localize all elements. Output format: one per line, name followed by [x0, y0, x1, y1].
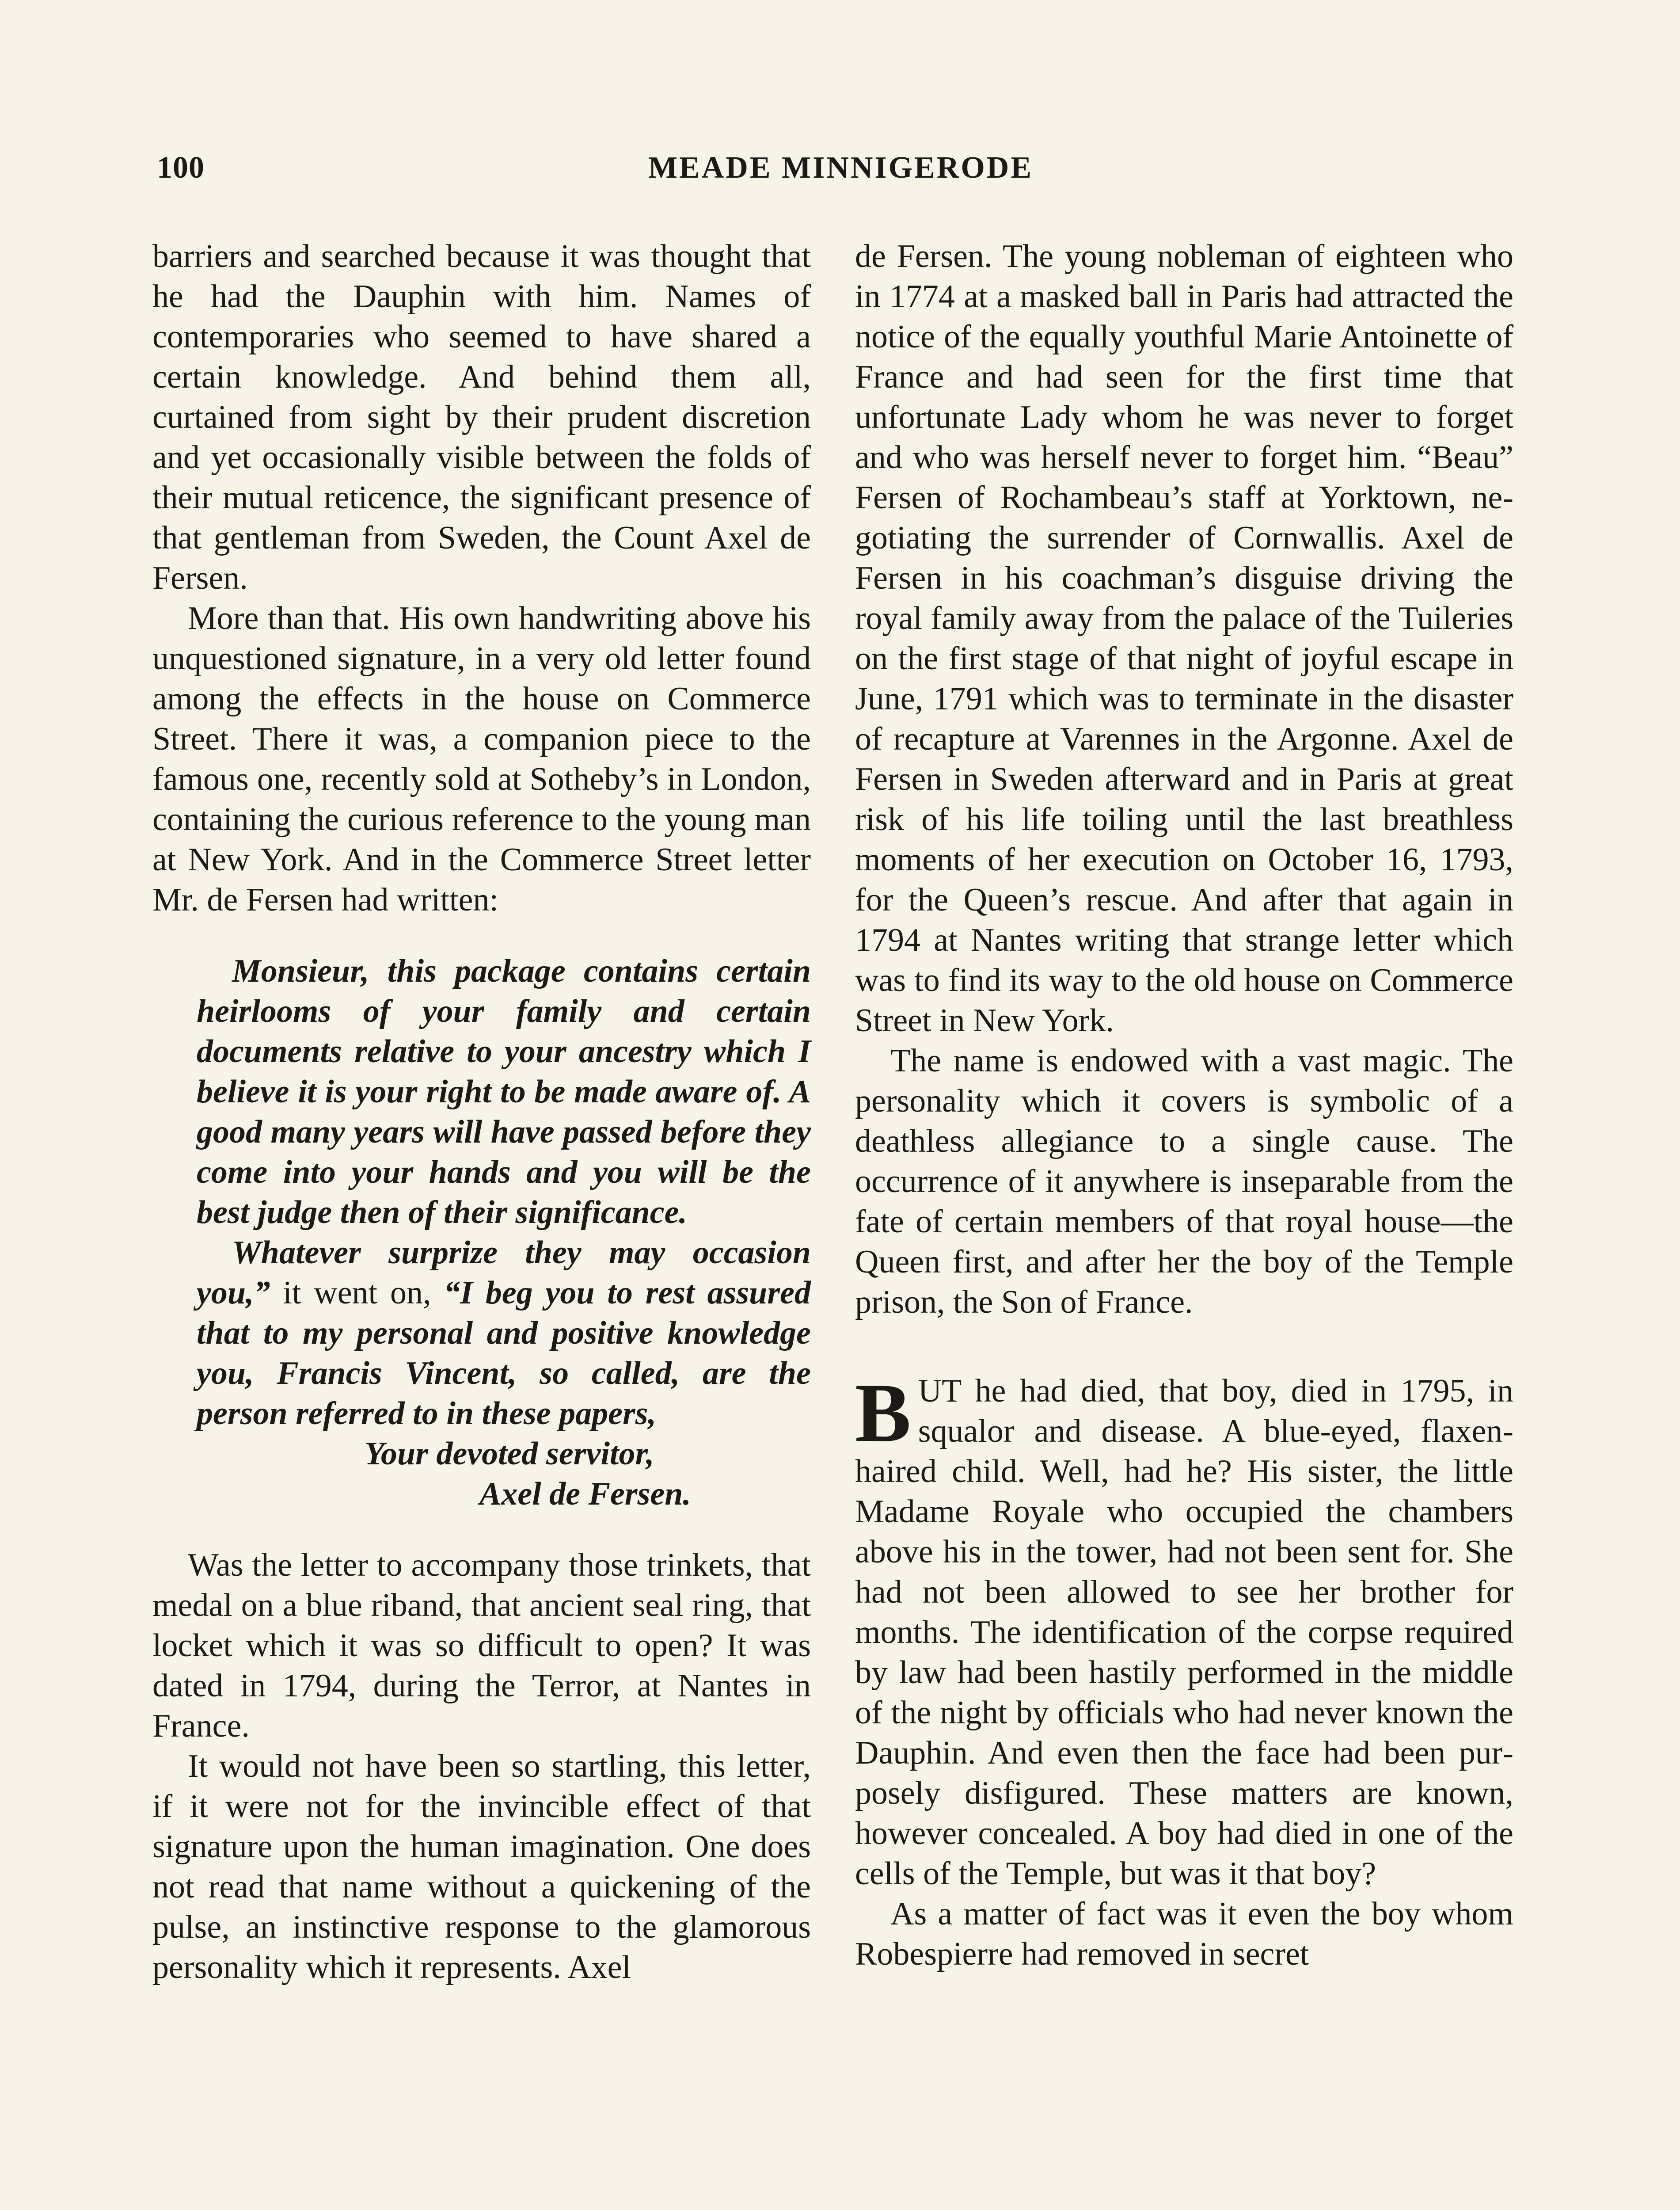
drop-cap: B [855, 1367, 911, 1459]
running-head: MEADE MINNIGERODE [648, 151, 1034, 185]
paragraph-with-dropcap [855, 1367, 1513, 1894]
paragraph: barriers and searched because it was thought that he had the Dauphin with him. Names of contemporaries who seemed to have shared a certain knowledge. And behind them all, curtained from sight by their prudent discretion and yet occasionally visible between the folds of their mutual reticence, the significant presence of that gentleman from Sweden, the Count Axel de Fersen. [152, 238, 811, 596]
letter-closing [197, 1434, 811, 1514]
paragraph: Was the letter to accompany those trinkets, that medal on a blue riband, that ancient seal ring, that locket which it was so difficult to open? It was dated in 1794, during the Terror, at Nantes in France. [152, 1547, 811, 1744]
paragraph-text: UT he had died, that boy, died in 1795, in squalor and disease. A blue-eyed, flaxen-haired child. Well, had he? His sister, the little Madame Royale who occupied the chambers above his in the tower, had not been sent for. She had not been allowed to see her brother for months. The identification of the corpse required by law had been hastily performed in the middle of the night by officials who had never known the Dauphin. And even then the face had been purposely disfigured. These matters are known, however concealed. A boy had died in one of the cells of the Temple, but was it that boy? [855, 1373, 1513, 1892]
paragraph: As a matter of fact was it even the boy whom Robespierre had removed in secret [855, 1896, 1513, 1972]
letter-paragraph: Monsieur, this package contains certain heirlooms of your family and certain documents relative to your ancestry which I believe it is your right to be made aware of. A good many years will have passed before they come into your hands and you will be the best judge then of their significance. [197, 953, 811, 1231]
narration-text: it went on, [270, 1275, 444, 1311]
paragraph: de Fersen. The young nobleman of eighteen who in 1774 at a masked ball in Paris had attracted the notice of the equally youthful Marie Antoinette of France and had seen for the first time that unfortunate Lady whom he was never to forget and who was herself never to forget him. “Beau” Fersen of Rochambeau’s staff at Yorktown, negotiating the surrender of Cornwallis. Axel de Fersen in his coachman’s disguise driving the royal family away from the palace of the Tuileries on the first stage of that night of joyful escape in June, 1791 which was to terminate in the disaster of recapture at Varennes in the Argonne. Axel de Fersen in Sweden afterward and in Paris at great risk of his life toiling until the last breathless moments of her execution on October 16, 1793, for the Queen’s rescue. And after that again in 1794 at Nantes writing that strange letter which was to find its way to the old house on Commerce Street in New York. [855, 238, 1513, 1039]
page-number: 100 [157, 151, 205, 185]
paragraph: More than that. His own handwriting above his unquestioned signature, in a very old letter found among the effects in the house on Commerce Street. There it was, a companion piece to the famous one, recently sold at Sotheby’s in London, containing the curious reference to the young man at New York. And in the Commerce Street letter Mr. de Fersen had written: [152, 600, 811, 918]
closing-signature: Axel de Fersen. [479, 1476, 691, 1512]
right-column [855, 236, 1513, 1974]
paragraph: The name is endowed with a vast magic. The personality which it covers is symbolic of a deathless allegiance to a single cause. The occurrence of it anywhere is inseparable from the fate of certain members of that royal house—the Queen first, and after her the boy of the Temple prison, the Son of France. [855, 1043, 1513, 1320]
quoted-letter [197, 951, 811, 1514]
section-break [855, 1322, 1513, 1371]
letter-paragraph [197, 1233, 811, 1434]
left-column [152, 236, 811, 1988]
letter-text: “I beg you to rest assured that to my personal and positive knowledge you, Francis Vincent, so called, are the person referred to in these papers, [197, 1275, 811, 1432]
page-header [157, 150, 1524, 203]
paragraph: It would not have been so startling, this letter, if it were not for the invincible effect of that signature upon the human imagination. One does not read that name without a quickening of the pulse, an instinctive response to the glamorous personality which it represents. Axel [152, 1748, 811, 1985]
letter-text: Whatever surprize they may occasion you,” [197, 1235, 811, 1311]
closing-salutation: Your devoted servitor, [365, 1436, 654, 1472]
